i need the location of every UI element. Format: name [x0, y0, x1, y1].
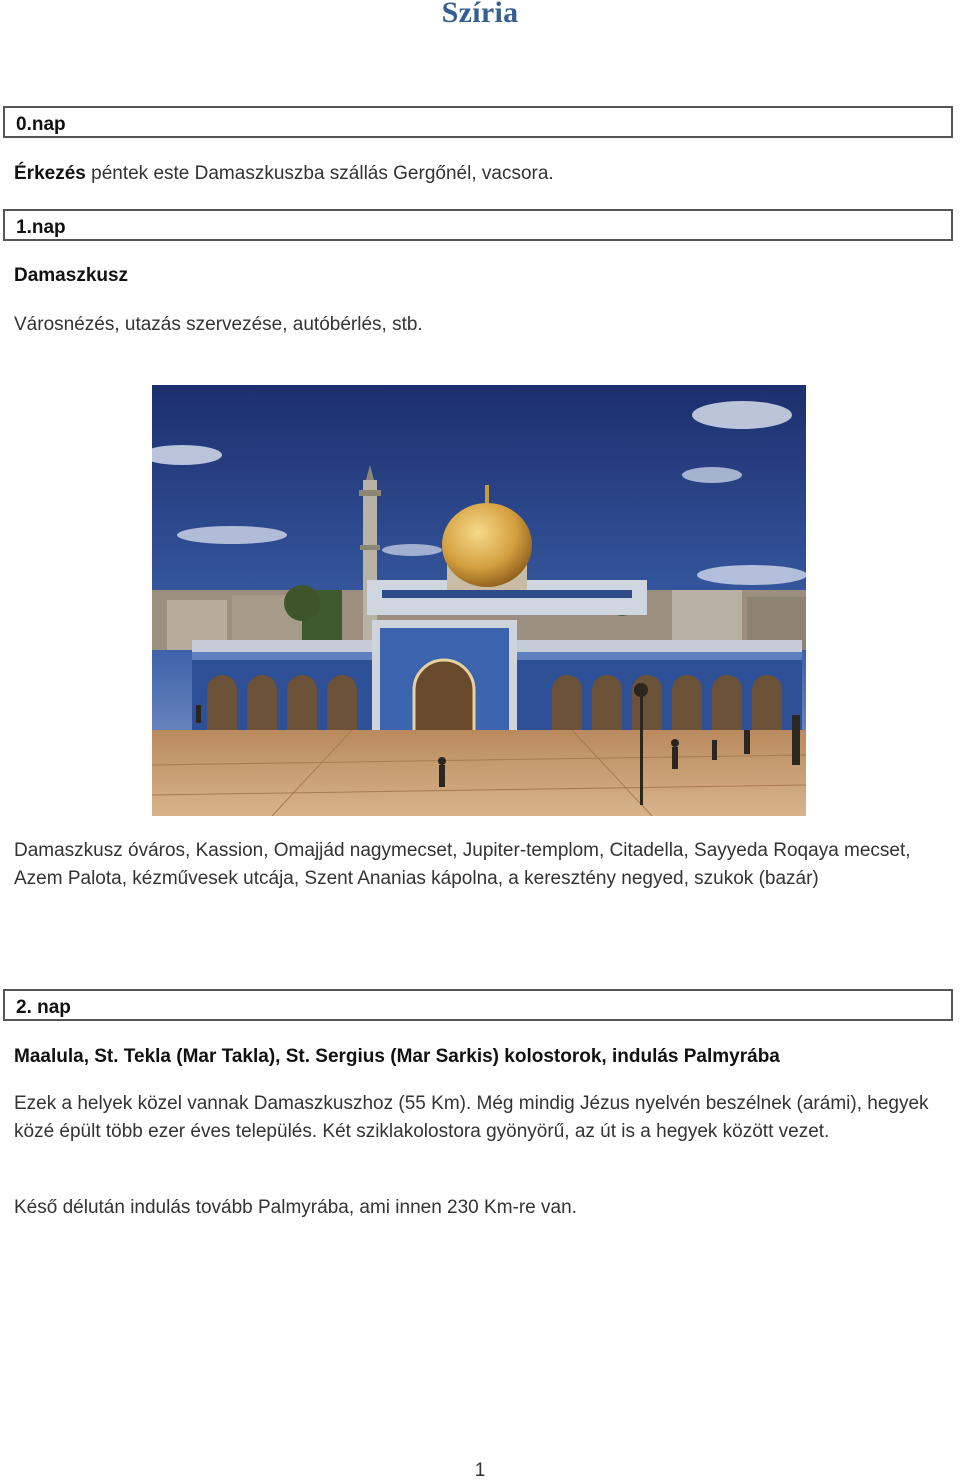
document-title: Szíria	[441, 0, 519, 29]
arrival-text: péntek este Damaszkuszba szállás Gergőnél, vacsora.	[85, 163, 554, 184]
day-1-intro: Városnézés, utazás szervezése, autóbérlés, stb.	[14, 314, 423, 335]
day-2-place: Maalula, St. Tekla (Mar Takla), St. Sergius (Mar Sarkis) kolostorok, indulás Palmyrába	[14, 1046, 780, 1067]
day-1-header-box	[3, 209, 953, 241]
day-1-header: 1.nap	[16, 217, 66, 238]
day-2-evening: Késő délután indulás tovább Palmyrába, ami innen 230 Km-re van.	[14, 1197, 577, 1218]
mosque-photo	[152, 385, 806, 816]
day-1-sights: Damaszkusz óváros, Kassion, Omajjád nagymecset, Jupiter-templom, Citadella, Sayyeda Roqaya mecset, Azem Palota, kézművesek utcája, Szent Ananias kápolna, a keresztény negyed, szukok (bazár)	[14, 840, 911, 889]
day-0-header: 0.nap	[16, 114, 66, 135]
page-number: 1	[474, 1460, 486, 1481]
day-2-description: Ezek a helyek közel vannak Damaszkuszhoz (55 Km). Még mindig Jézus nyelvén beszélnek (arámi), hegyek közé épült több ezer éves település. Két sziklakolostora gyönyörű, az út is a hegyek között vezet.	[14, 1093, 929, 1142]
day-0-arrival-line	[14, 160, 554, 188]
day-0-header-box	[3, 106, 953, 138]
day-2-header-box	[3, 989, 953, 1021]
arrival-bold-word: Érkezés	[14, 163, 86, 184]
day-1-place: Damaszkusz	[14, 265, 129, 286]
sayyeda-roqaya-mosque-image	[152, 385, 806, 816]
day-2-header: 2. nap	[16, 997, 71, 1018]
